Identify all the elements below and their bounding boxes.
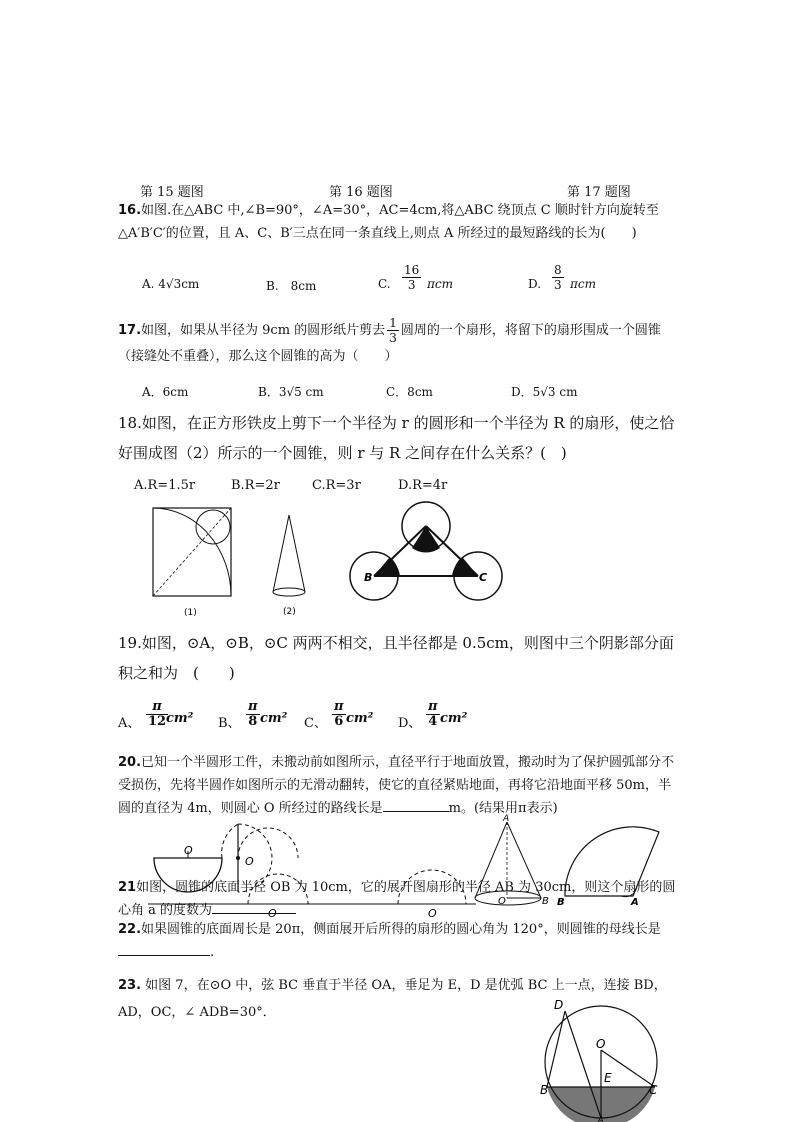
- figure-1-label: (1): [184, 608, 197, 618]
- question-18: 18.如图，在正方形铁皮上剪下一个半径为 r 的圆形和一个半径为 R 的扇形，使之恰好围成图（2）所示的一个圆锥，则 r 与 R 之间存在什么关系？( ): [118, 414, 675, 462]
- label-o: O: [498, 896, 506, 907]
- option-b: B．3√5 cm: [258, 385, 324, 399]
- question-23: 23. 如图 7，在⊙O 中，弦 BC 垂直于半径 OA，垂足为 E，D 是优弧 BC 上一点，连接 BD，AD，OC，∠ ADB=30°．: [118, 978, 667, 1020]
- q18-figure-square: [148, 505, 238, 620]
- option-d-fraction: $\frac{8}{3}$: [554, 263, 562, 292]
- rotating-arc-1: [222, 824, 238, 858]
- question-22: 22.如果圆锥的底面周长是 20π，侧面展开后所得的扇形的圆心角为 120°，则圆锥的母线长是.: [118, 922, 661, 960]
- option-c-label: C、: [304, 716, 327, 731]
- question-16: [118, 199, 674, 245]
- option-b: B.R=2r: [231, 478, 280, 493]
- q23-figure-circle: [538, 994, 668, 1122]
- question-number: 22.: [118, 922, 142, 937]
- label-a: A: [598, 1115, 604, 1122]
- label-b: B: [557, 897, 565, 907]
- diagonal-line: [153, 508, 231, 596]
- option-c-unit: πcm: [427, 277, 453, 291]
- label-e: E: [604, 1071, 612, 1085]
- option-c-fraction: $\frac{16}{3}$: [404, 263, 420, 292]
- label-o-mid: O: [245, 855, 254, 868]
- q18-figure-cone: [264, 512, 314, 620]
- answer-blank[interactable]: [212, 899, 296, 914]
- option-a-unit: cm²: [166, 711, 194, 726]
- option-d-label: D、: [398, 716, 422, 731]
- label-c: C: [479, 571, 488, 584]
- cone-base: [273, 588, 305, 596]
- label-a: A: [422, 515, 431, 528]
- option-a-label: A、: [118, 716, 141, 731]
- question-number: 21: [118, 880, 137, 895]
- answer-blank[interactable]: [383, 797, 449, 812]
- label-b: B: [542, 896, 549, 907]
- answer-blank[interactable]: [118, 941, 210, 956]
- label-b: B: [364, 571, 373, 584]
- label-b: B: [540, 1083, 549, 1097]
- cone-left-edge: [273, 515, 289, 592]
- question-20: 20.已知一个半圆形工件，未搬动前如图所示，直径平行于地面放置，搬动时为了保护圆弧部分不受损伤，先将半圆作如图所示的无滑动翻转，使它的直径紧贴地面，再将它沿地面平移 50m，半圆的直径为 4m，则圆心 O 所经过的路线长是 m。(结果用π表示): [118, 755, 675, 816]
- question-number: 16.: [118, 203, 142, 218]
- q16-options: [142, 263, 682, 305]
- option-c-unit: cm²: [346, 711, 374, 726]
- option-c-label: C.: [378, 277, 391, 291]
- option-d: D.R=4r: [398, 478, 448, 493]
- option-a: A. 4√3cm: [142, 277, 200, 291]
- option-a-fraction: $\frac{\pi}{12}$: [148, 699, 167, 729]
- option-a: A.R=1.5r: [134, 478, 196, 493]
- q19-figure-circles: [348, 500, 503, 605]
- question-number: 20.: [118, 755, 142, 770]
- label-o: O: [596, 1037, 606, 1051]
- q19-options: [118, 700, 498, 740]
- label-o-end: O: [428, 907, 437, 918]
- option-d-unit: cm²: [440, 711, 468, 726]
- option-b: B. 8cm: [266, 279, 317, 293]
- label-a: A: [631, 897, 639, 907]
- segment-db: [547, 1011, 565, 1087]
- option-b-label: B、: [218, 716, 241, 731]
- label-o-ground: O: [268, 907, 277, 918]
- option-a: A．6cm: [142, 385, 189, 399]
- label-o-start: O: [184, 844, 193, 857]
- q17-fraction: $\frac{1}{3}$: [389, 316, 397, 345]
- caption-15: 第 15 题图: [140, 185, 204, 200]
- label-a: A: [503, 814, 510, 824]
- option-d: D．5√3 cm: [511, 385, 578, 399]
- option-c: C．8cm: [386, 385, 433, 399]
- question-19: 19.如图，⊙A，⊙B，⊙C 两两不相交，且半径都是 0.5cm，则图中三个阴影部分面积之和为 ( ): [118, 634, 674, 682]
- option-d-label: D.: [528, 277, 542, 291]
- question-17: 17.如图，如果从半径为 9cm 的圆形纸片剪去 $\frac{1}{3}$ 圆周的一个扇形，将留下的扇形围成一个圆锥（接缝处不重叠），那么这个圆锥的高为（ ）: [118, 316, 661, 364]
- label-d: D: [554, 998, 564, 1012]
- option-d-unit: πcm: [570, 277, 596, 291]
- option-c-fraction: $\frac{\pi}{6}$: [334, 699, 344, 729]
- caption-17: 第 17 题图: [567, 185, 631, 200]
- question-number: 17.: [118, 323, 142, 338]
- question-21: 21如图，圆锥的底面半径 OB 为 10cm，它的展开图扇形的半径 AB 为 30cm，则这个扇形的圆心角 a 的度数为: [118, 880, 676, 918]
- label-c: C: [649, 1083, 658, 1097]
- option-c: C.R=3r: [312, 478, 361, 493]
- question-number: 23.: [118, 978, 142, 993]
- option-b-unit: cm²: [260, 711, 288, 726]
- caption-16: 第 16 题图: [329, 185, 393, 200]
- figure-2-label: (2): [283, 607, 296, 617]
- option-d-fraction: $\frac{\pi}{4}$: [428, 699, 438, 729]
- question-text: 如图.在△ABC 中,∠B=90°，∠A=30°，AC=4cm,将△ABC 绕顶点 C 顺时针方向旋转至△A′B′C′的位置，且 A、C、B′三点在同一条直线上,则点 A 所经过的最短路线的长为( ): [118, 203, 659, 241]
- cone-right-edge: [289, 515, 305, 592]
- option-b-fraction: $\frac{\pi}{8}$: [248, 699, 258, 729]
